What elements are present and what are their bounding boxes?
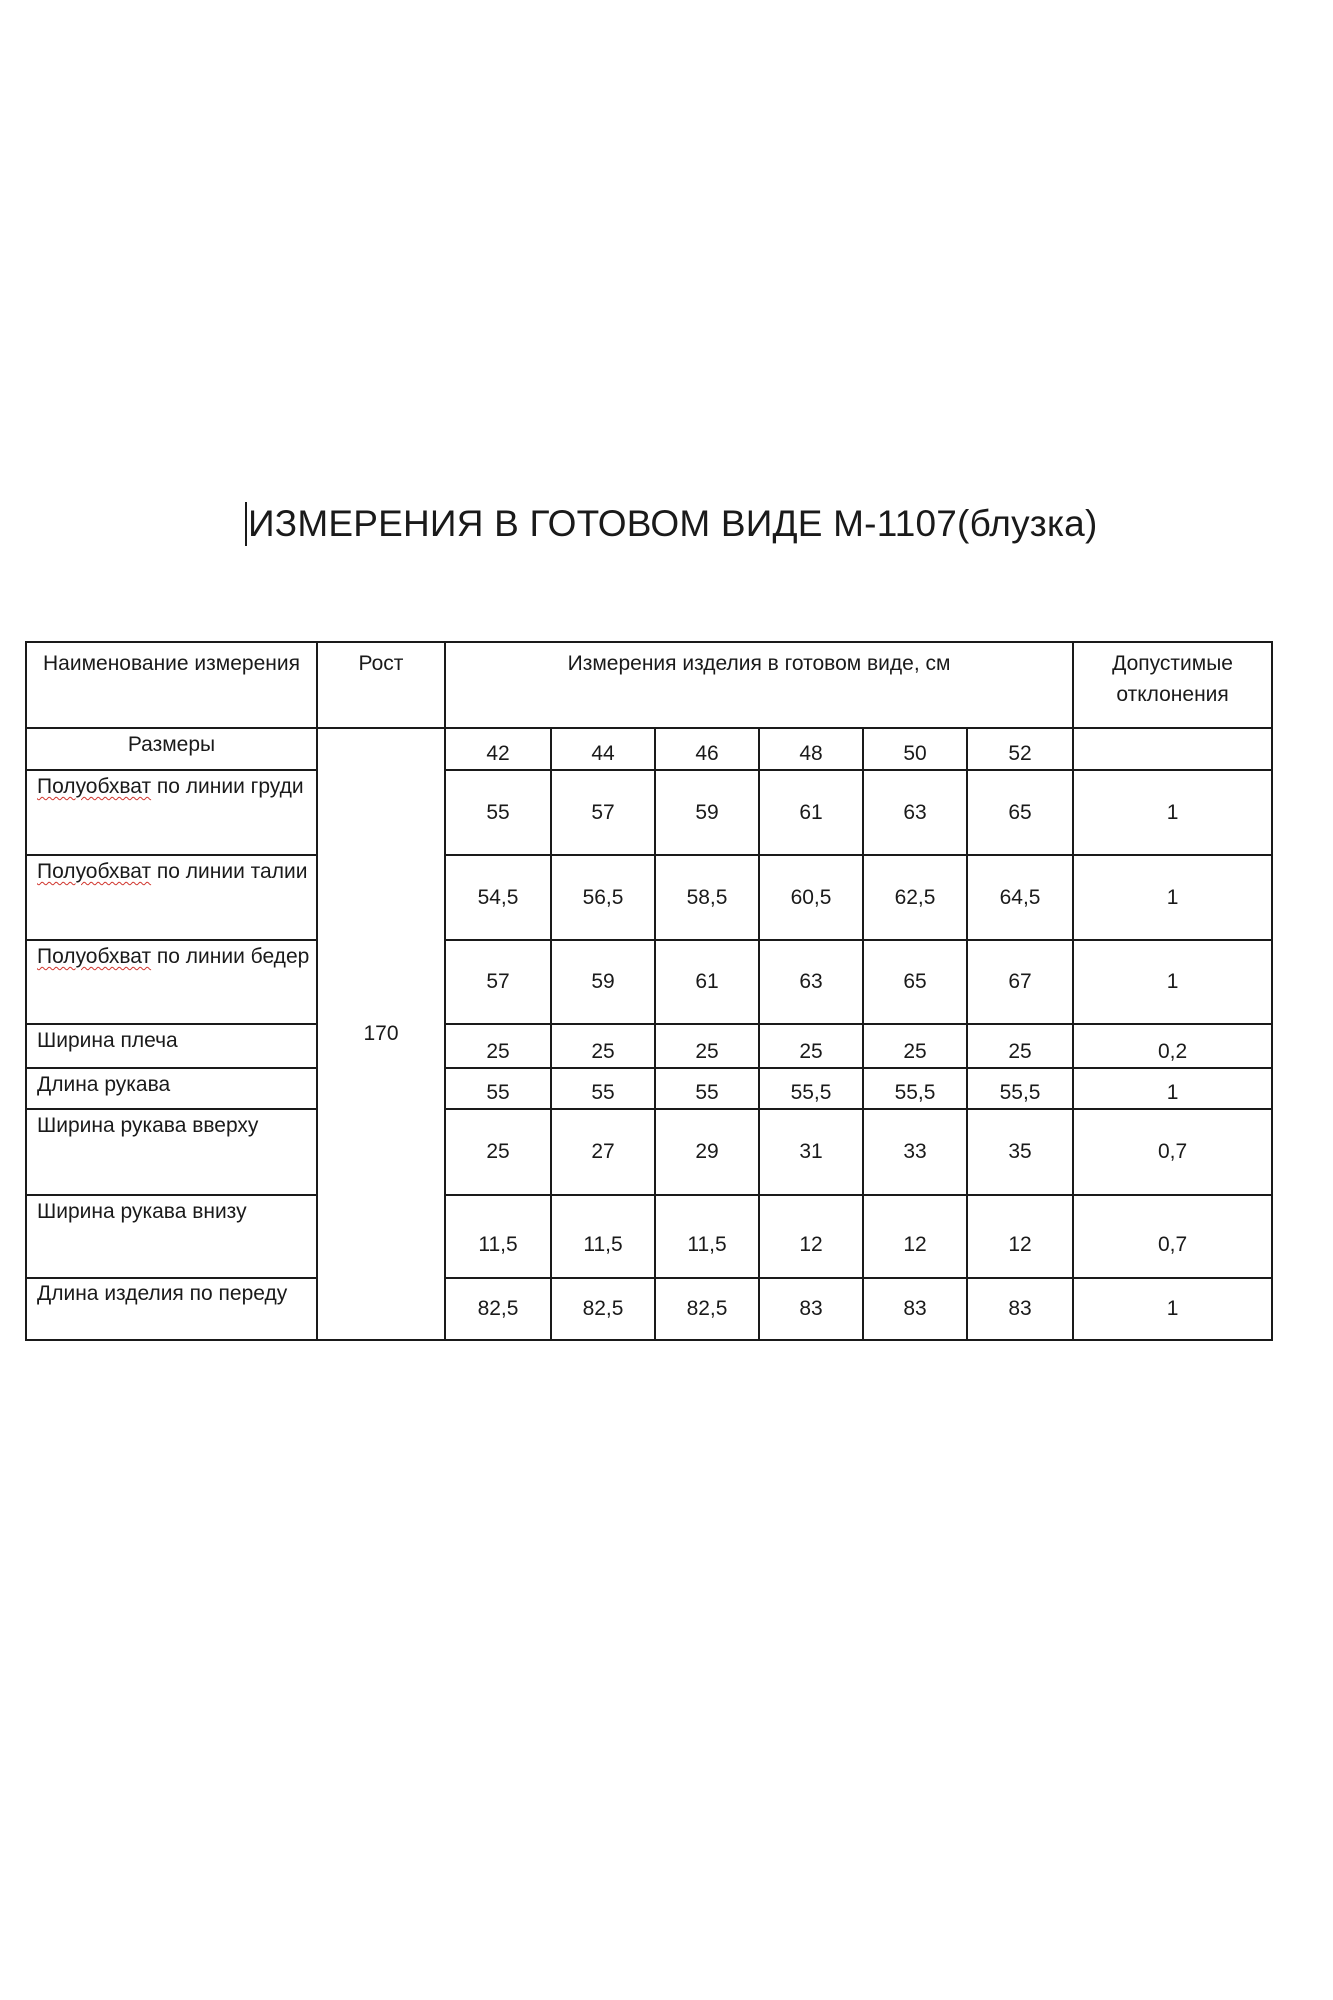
value-cell: 64,5 xyxy=(967,855,1073,940)
size-cell: 46 xyxy=(655,728,759,770)
value-cell: 25 xyxy=(445,1109,551,1195)
value-cell: 65 xyxy=(967,770,1073,855)
height-value-cell: 170 xyxy=(317,728,445,1340)
table-row xyxy=(26,1278,1272,1340)
sizes-row xyxy=(26,728,1272,770)
value-cell: 35 xyxy=(967,1109,1073,1195)
value-cell: 12 xyxy=(967,1195,1073,1278)
value-cell: 55,5 xyxy=(967,1068,1073,1109)
measurement-name-clip: Длина изделия по переду xyxy=(37,1282,288,1305)
value-cell: 25 xyxy=(759,1024,863,1068)
tolerance-cell: 1 xyxy=(1073,770,1272,855)
header-row xyxy=(26,642,1272,728)
measurement-name-cell: Ширина плеча xyxy=(26,1024,317,1068)
size-cell: 50 xyxy=(863,728,967,770)
spellcheck-word: Полуобхват xyxy=(37,775,152,798)
table-row xyxy=(26,1195,1272,1278)
value-cell: 11,5 xyxy=(445,1195,551,1278)
header-name-cell: Наименование измерения xyxy=(26,642,317,728)
tolerance-cell: 1 xyxy=(1073,1278,1272,1340)
measurement-name-cell: Ширина рукава внизу xyxy=(26,1195,317,1278)
value-cell: 62,5 xyxy=(863,855,967,940)
table-row xyxy=(26,1024,1272,1068)
size-chart-table xyxy=(25,641,1273,1341)
measurement-name-rest: по линии бедер xyxy=(151,945,310,968)
value-cell: 25 xyxy=(863,1024,967,1068)
table-row xyxy=(26,770,1272,855)
empty-tolerance-cell xyxy=(1073,728,1272,770)
value-cell: 12 xyxy=(759,1195,863,1278)
value-cell: 55 xyxy=(655,1068,759,1109)
value-cell: 55,5 xyxy=(863,1068,967,1109)
value-cell: 58,5 xyxy=(655,855,759,940)
value-cell: 25 xyxy=(967,1024,1073,1068)
measurement-name-cell: Ширина рукава вверху xyxy=(26,1109,317,1195)
value-cell: 83 xyxy=(967,1278,1073,1340)
value-cell: 55 xyxy=(445,1068,551,1109)
value-cell: 63 xyxy=(759,940,863,1024)
measurement-name-cell xyxy=(26,1278,317,1340)
table-row xyxy=(26,855,1272,940)
spellcheck-word: Полуобхват xyxy=(37,860,152,883)
measurement-name-cell xyxy=(26,940,317,1024)
value-cell: 57 xyxy=(551,770,655,855)
value-cell: 61 xyxy=(655,940,759,1024)
value-cell: 25 xyxy=(551,1024,655,1068)
tolerance-cell: 0,7 xyxy=(1073,1109,1272,1195)
value-cell: 67 xyxy=(967,940,1073,1024)
measurement-name-rest: по линии груди xyxy=(151,775,304,798)
table-row xyxy=(26,1109,1272,1195)
value-cell: 55,5 xyxy=(759,1068,863,1109)
table-row xyxy=(26,1068,1272,1109)
value-cell: 59 xyxy=(551,940,655,1024)
page-title: ИЗМЕРЕНИЯ В ГОТОВОМ ВИДЕ М-1107(блузка) xyxy=(245,502,1097,546)
table-row xyxy=(26,940,1272,1024)
value-cell: 25 xyxy=(445,1024,551,1068)
tolerance-cell: 1 xyxy=(1073,855,1272,940)
value-cell: 54,5 xyxy=(445,855,551,940)
tolerance-cell: 0,2 xyxy=(1073,1024,1272,1068)
measurement-name-cell xyxy=(26,770,317,855)
value-cell: 63 xyxy=(863,770,967,855)
value-cell: 12 xyxy=(863,1195,967,1278)
measurement-name-cell xyxy=(26,855,317,940)
size-cell: 48 xyxy=(759,728,863,770)
value-cell: 55 xyxy=(551,1068,655,1109)
spellcheck-word: Полуобхват xyxy=(37,945,152,968)
measurement-name-cell: Длина рукава xyxy=(26,1068,317,1109)
value-cell: 60,5 xyxy=(759,855,863,940)
sizes-label-cell: Размеры xyxy=(26,728,317,770)
size-cell: 44 xyxy=(551,728,655,770)
text-caret xyxy=(245,502,247,546)
tolerance-cell: 1 xyxy=(1073,1068,1272,1109)
tolerance-cell: 1 xyxy=(1073,940,1272,1024)
header-measurements-cell: Измерения изделия в готовом виде, см xyxy=(445,642,1073,728)
value-cell: 11,5 xyxy=(655,1195,759,1278)
value-cell: 31 xyxy=(759,1109,863,1195)
value-cell: 25 xyxy=(655,1024,759,1068)
value-cell: 27 xyxy=(551,1109,655,1195)
value-cell: 59 xyxy=(655,770,759,855)
size-cell: 42 xyxy=(445,728,551,770)
value-cell: 83 xyxy=(759,1278,863,1340)
value-cell: 82,5 xyxy=(551,1278,655,1340)
header-height-cell: Рост xyxy=(317,642,445,728)
measurement-name-rest: по линии талии xyxy=(151,860,308,883)
value-cell: 33 xyxy=(863,1109,967,1195)
value-cell: 83 xyxy=(863,1278,967,1340)
header-tolerance-cell: Допустимые отклонения xyxy=(1073,642,1272,728)
value-cell: 57 xyxy=(445,940,551,1024)
tolerance-cell: 0,7 xyxy=(1073,1195,1272,1278)
value-cell: 65 xyxy=(863,940,967,1024)
value-cell: 29 xyxy=(655,1109,759,1195)
value-cell: 61 xyxy=(759,770,863,855)
value-cell: 55 xyxy=(445,770,551,855)
value-cell: 11,5 xyxy=(551,1195,655,1278)
value-cell: 82,5 xyxy=(445,1278,551,1340)
size-cell: 52 xyxy=(967,728,1073,770)
value-cell: 56,5 xyxy=(551,855,655,940)
value-cell: 82,5 xyxy=(655,1278,759,1340)
